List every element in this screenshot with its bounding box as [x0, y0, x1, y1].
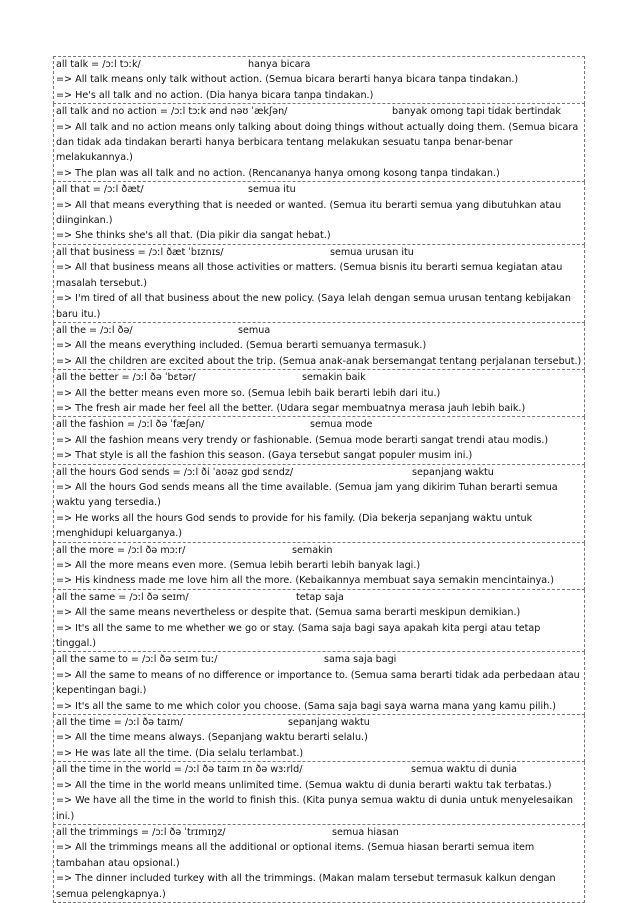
entry-term: all the time = /ɔːl ðə taɪm/: [56, 717, 183, 729]
example-line: => All the fashion means very trendy or fashionable. (Semua mode berarti sangat trendi atau modis.): [56, 434, 549, 446]
entry-heading: [56, 323, 582, 338]
example-line: => All the same to means of no difference or importance to. (Semua sama berarti tidak ada perbedaan atau kepentingan bagi.): [56, 669, 580, 697]
example-line: => He's all talk and no action. (Dia hanya bicara tanpa tindakan.): [56, 89, 374, 101]
entry-term: all talk = /ɔːl tɔːk/: [56, 59, 141, 70]
example-line: => He was late all the time. (Dia selalu terlambat.): [56, 747, 304, 759]
example-line: => All the more means even more. (Semua lebih berarti lebih banyak lagi.): [56, 560, 421, 571]
example-line: => All talk means only talk without action. (Semua bicara berarti hanya bicara tanpa tindakan.): [56, 74, 519, 86]
glossary-entry: [53, 652, 585, 715]
glossary-entry: [53, 104, 585, 182]
glossary-entry: [53, 182, 585, 245]
entry-term: all the same = /ɔːl ðə seɪm/: [56, 591, 189, 603]
entry-term: all the better = /ɔːl ðə ˈbɛtər/: [56, 372, 196, 384]
entry-term: all the time in the world = /ɔːl ðə taɪm ɪn ðə wɜːrld/: [56, 764, 303, 776]
entry-translation: sepanjang waktu: [412, 466, 494, 478]
glossary-entry: [53, 56, 585, 104]
entry-translation: hanya bicara: [248, 59, 311, 70]
entry-heading: [56, 245, 582, 260]
entry-term: all the more = /ɔːl ðə mɔːr/: [56, 544, 186, 556]
entry-heading: [56, 543, 582, 558]
entry-term: all talk and no action = /ɔːl tɔːk ənd nəʊ ˈækʃən/: [56, 106, 288, 118]
glossary-entry: [53, 323, 585, 370]
entry-translation: semakin: [292, 544, 333, 556]
entry-translation: banyak omong tapi tidak bertindak: [392, 106, 561, 118]
entry-translation: semua itu: [248, 184, 296, 196]
example-line: => It's all the same to me which color you choose. (Sama saja bagi saya warna mana yang kamu pilih.): [56, 700, 556, 712]
example-line: => All the same means nevertheless or despite that. (Semua sama berarti meskipun demikian.): [56, 607, 521, 619]
example-line: => The plan was all talk and no action. (Rencananya hanya omong kosong tanpa tindakan.): [56, 167, 500, 179]
entry-heading: [56, 762, 582, 777]
glossary-entry: [53, 465, 585, 543]
entry-translation: tetap saja: [296, 591, 344, 603]
example-line: => All the means everything included. (Semua berarti semuanya termasuk.): [56, 340, 427, 352]
entry-term: all the trimmings = /ɔːl ðə ˈtrɪmɪŋz/: [56, 826, 226, 838]
glossary-entry: [53, 417, 585, 464]
glossary-entry: [53, 762, 585, 825]
example-line: => His kindness made me love him all the more. (Kebaikannya membuat saya semakin mencintainya.): [56, 575, 554, 587]
example-line: => All that business means all those activities or matters. (Semua bisnis itu berarti semua kegiatan atau masalah tersebut.): [56, 262, 563, 289]
entry-heading: [56, 652, 582, 667]
entry-term: all the hours God sends = /ɔːl ði ˈaʊəz gɒd sɛndz/: [56, 466, 294, 478]
glossary-document: [53, 56, 585, 903]
entry-term: all the = /ɔːl ðə/: [56, 324, 133, 336]
entry-translation: semua waktu di dunia: [411, 764, 518, 776]
entry-translation: semua: [238, 324, 271, 336]
example-line: => That style is all the fashion this season. (Gaya tersebut sangat populer musim ini.): [56, 450, 473, 462]
example-line: => All the children are excited about the trip. (Semua anak-anak bersemangat tentang perjalanan tersebut.): [56, 355, 582, 367]
entry-heading: [56, 590, 582, 605]
entry-translation: semua urusan itu: [330, 246, 414, 258]
example-line: => He works all the hours God sends to provide for his family. (Dia bekerja sepanjang waktu untuk menghidupi keluarganya.): [56, 512, 533, 540]
example-line: => We have all the time in the world to finish this. (Kita punya semua waktu di dunia untuk menyelesaikan ini.): [56, 795, 573, 822]
example-line: => All the trimmings means all the additional or optional items. (Semua hiasan berarti semua item tambahan atau opsional.): [56, 842, 535, 869]
entry-term: all the fashion = /ɔːl ðə ˈfæʃən/: [56, 419, 205, 431]
entry-term: all the same to = /ɔːl ðə seɪm tuː/: [56, 654, 218, 666]
entry-translation: semakin baik: [302, 372, 366, 384]
example-line: => It's all the same to me whether we go or stay. (Sama saja bagi saya apakah kita pergi atau tetap tinggal.): [56, 622, 541, 650]
entry-translation: sama saja bagi: [324, 654, 397, 666]
example-line: => She thinks she's all that. (Dia pikir dia sangat hebat.): [56, 230, 331, 242]
entry-term: all that = /ɔːl ðæt/: [56, 184, 144, 196]
example-line: => The dinner included turkey with all the trimmings. (Makan malam tersebut termasuk kalkun dengan semua pelengkapnya.): [56, 873, 556, 900]
glossary-entry: [53, 590, 585, 653]
example-line: => All the time in the world means unlimited time. (Semua waktu di dunia berarti waktu tak terbatas.): [56, 779, 552, 791]
glossary-entry: [53, 715, 585, 762]
entry-heading: [56, 465, 582, 480]
example-line: => All the time means always. (Sepanjang waktu berarti selalu.): [56, 732, 368, 744]
example-line: => All that means everything that is needed or wanted. (Semua itu berarti semua yang dibutuhkan atau diinginkan.): [56, 199, 562, 227]
entry-translation: semua hiasan: [332, 826, 399, 838]
example-line: => I'm tired of all that business about the new policy. (Saya lelah dengan semua urusan tentang kebijakan baru itu.): [56, 293, 571, 320]
example-line: => All the better means even more so. (Semua lebih baik berarti lebih dari itu.): [56, 387, 441, 399]
glossary-entry: [53, 825, 585, 903]
entry-heading: [56, 57, 582, 72]
glossary-entry: [53, 370, 585, 417]
entry-translation: semua mode: [310, 419, 373, 431]
entry-heading: [56, 182, 582, 197]
example-line: => All talk and no action means only talking about doing things without actually doing them. (Semua bicara dan tidak ada tindakan berarti hanya berbicara tentang melakukan sesuatu tanpa benar-benar melakukannya.): [56, 121, 579, 164]
entry-term: all that business = /ɔːl ðæt ˈbɪznɪs/: [56, 246, 224, 258]
example-line: => All the hours God sends means all the time available. (Semua jam yang dikirim Tuhan berarti semua waktu yang tersedia.): [56, 481, 558, 509]
entry-heading: [56, 104, 582, 119]
entry-heading: [56, 370, 582, 385]
entry-translation: sepanjang waktu: [288, 717, 370, 729]
entry-heading: [56, 417, 582, 432]
entry-heading: [56, 825, 582, 840]
glossary-entry: [53, 543, 585, 590]
example-line: => The fresh air made her feel all the better. (Udara segar membuatnya merasa jauh lebih baik.): [56, 402, 526, 414]
entry-heading: [56, 715, 582, 730]
glossary-entry: [53, 245, 585, 323]
